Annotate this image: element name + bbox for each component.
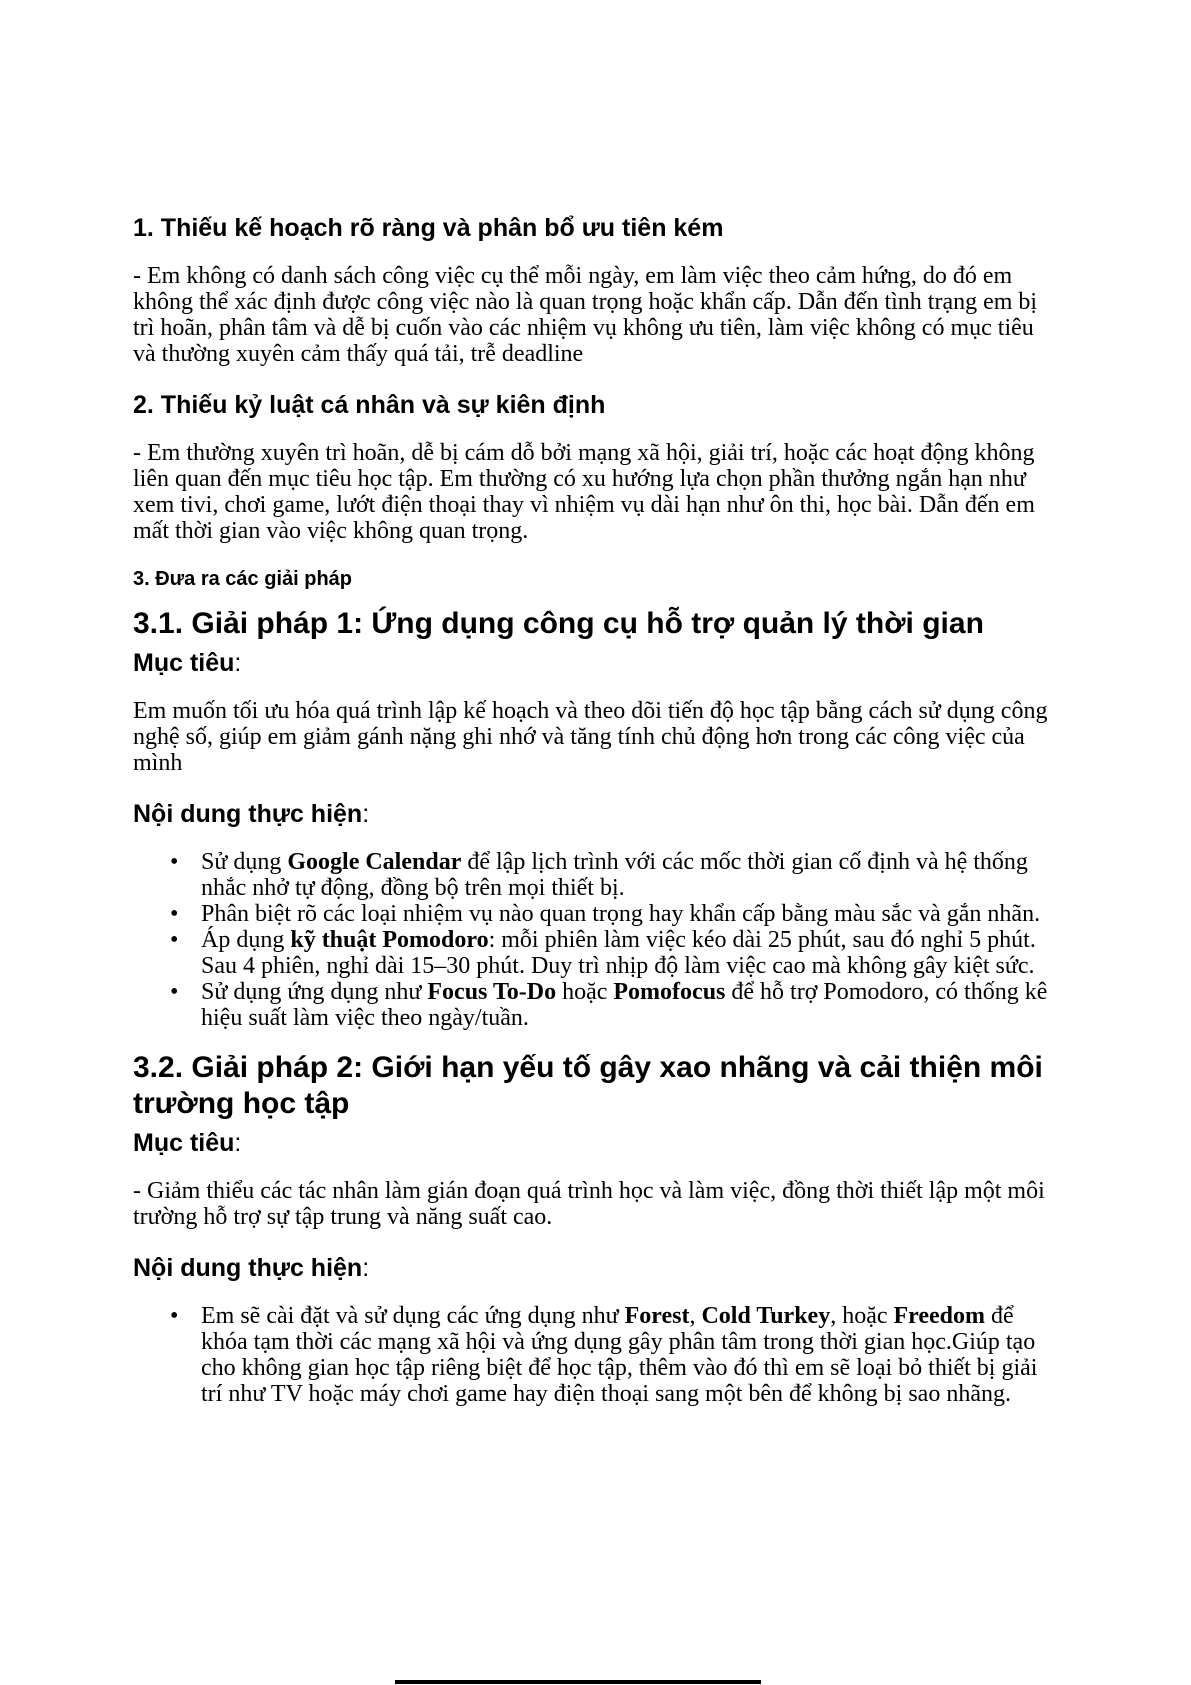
content-label-text: Nội dung thực hiện bbox=[133, 1254, 363, 1282]
text-run: Phân biệt rõ các loại nhiệm vụ nào quan trọng hay khẩn cấp bằng màu sắc và gắn nhãn. bbox=[201, 901, 1041, 927]
text-run: , hoặc bbox=[830, 1303, 894, 1329]
paragraph-problem-2: - Em thường xuyên trì hoãn, dễ bị cám dỗ bởi mạng xã hội, giải trí, hoặc các hoạt động không liên quan đến mục tiêu học tập. Em thường có xu hướng lựa chọn phần thưởng ngắn hạn như xem tivi, chơi game, lướt điện thoại thay vì nhiệm vụ dài hạn như ôn thi, học bài. Dẫn đến em mất thời gian vào việc không quan trọng. bbox=[133, 440, 1035, 544]
list-item bbox=[133, 927, 1058, 979]
section-heading-solution-1: 3.1. Giải pháp 1: Ứng dụng công cụ hỗ trợ quản lý thời gian bbox=[133, 607, 984, 640]
text-run: để hỗ trợ Pomodoro, có thống kê hiệu suất làm việc theo ngày/tuần. bbox=[201, 979, 1048, 1031]
text-run: Sử dụng ứng dụng như bbox=[201, 979, 428, 1005]
list-item bbox=[133, 901, 1058, 927]
content-label-text: Nội dung thực hiện bbox=[133, 800, 363, 828]
bold-text-run: Freedom bbox=[893, 1303, 986, 1329]
bullet-list-solution-2 bbox=[133, 1303, 1058, 1407]
list-item bbox=[133, 979, 1058, 1031]
text-run: hoặc bbox=[556, 979, 614, 1005]
text-run: Sử dụng bbox=[201, 849, 288, 875]
text-run: Áp dụng bbox=[201, 927, 291, 953]
cropped-content-divider bbox=[395, 1680, 761, 1684]
section-heading-problem-2: 2. Thiếu kỷ luật cá nhân và sự kiên định bbox=[133, 391, 606, 419]
objective-label-text: Mục tiêu bbox=[133, 649, 235, 677]
bold-text-run: kỹ thuật Pomodoro bbox=[290, 927, 489, 953]
section-heading-solutions: 3. Đưa ra các giải pháp bbox=[133, 568, 353, 590]
list-item bbox=[133, 849, 1058, 901]
content-label-solution-1 bbox=[133, 800, 1058, 829]
content-label-solution-2 bbox=[133, 1254, 1058, 1283]
section-heading-solution-2: 3.2. Giải pháp 2: Giới hạn yếu tố gây xao nhãng và cải thiện môi trường học tập bbox=[133, 1051, 1043, 1120]
text-run: , bbox=[689, 1303, 702, 1329]
content-label-colon: : bbox=[362, 1254, 370, 1282]
bullet-list-solution-1 bbox=[133, 849, 1058, 1031]
content-label-colon: : bbox=[362, 800, 370, 828]
objective-label-colon: : bbox=[234, 1129, 242, 1157]
text-run: : mỗi phiên làm việc kéo dài 25 phút, sau đó nghỉ 5 phút. Sau 4 phiên, nghỉ dài 15–30 phút. Duy trì nhịp độ làm việc cao mà không gây kiệt sức. bbox=[201, 927, 1036, 979]
bold-text-run: Cold Turkey bbox=[701, 1303, 831, 1329]
list-item bbox=[133, 1303, 1058, 1407]
paragraph-problem-1: - Em không có danh sách công việc cụ thể mỗi ngày, em làm việc theo cảm hứng, do đó em không thể xác định được công việc nào là quan trọng hoặc khẩn cấp. Dẫn đến tình trạng em bị trì hoãn, phân tâm và dễ bị cuốn vào các nhiệm vụ không ưu tiên, làm việc không có mục tiêu và thường xuyên cảm thấy quá tải, trễ deadline bbox=[133, 263, 1038, 367]
section-heading-problem-1: 1. Thiếu kế hoạch rõ ràng và phân bổ ưu tiên kém bbox=[133, 214, 724, 242]
paragraph-objective-solution-1: Em muốn tối ưu hóa quá trình lập kế hoạch và theo dõi tiến độ học tập bằng cách sử dụng công nghệ số, giúp em giảm gánh nặng ghi nhớ và tăng tính chủ động hơn trong các công việc của mình bbox=[133, 698, 1048, 776]
bold-text-run: Focus To-Do bbox=[427, 979, 557, 1005]
bold-text-run: Pomofocus bbox=[613, 979, 726, 1005]
objective-label-colon: : bbox=[234, 649, 242, 677]
text-run: Em sẽ cài đặt và sử dụng các ứng dụng như bbox=[201, 1303, 625, 1329]
bold-text-run: Google Calendar bbox=[287, 849, 462, 875]
paragraph-objective-solution-2: - Giảm thiểu các tác nhân làm gián đoạn quá trình học và làm việc, đồng thời thiết lập một môi trường hỗ trợ sự tập trung và năng suất cao. bbox=[133, 1178, 1045, 1230]
objective-label-solution-1 bbox=[133, 649, 1058, 678]
objective-label-solution-2 bbox=[133, 1129, 1058, 1158]
text-run: để khóa tạm thời các mạng xã hội và ứng dụng gây phân tâm trong thời gian học.Giúp tạo cho không gian học tập riêng biệt để học tập, thêm vào đó thì em sẽ loại bỏ thiết bị giải trí như TV hoặc máy chơi game hay điện thoại sang một bên để không bị sao nhãng. bbox=[201, 1303, 1038, 1407]
text-run: để lập lịch trình với các mốc thời gian cố định và hệ thống nhắc nhở tự động, đồng bộ trên mọi thiết bị. bbox=[201, 849, 1028, 901]
objective-label-text: Mục tiêu bbox=[133, 1129, 235, 1157]
bold-text-run: Forest bbox=[624, 1303, 690, 1329]
